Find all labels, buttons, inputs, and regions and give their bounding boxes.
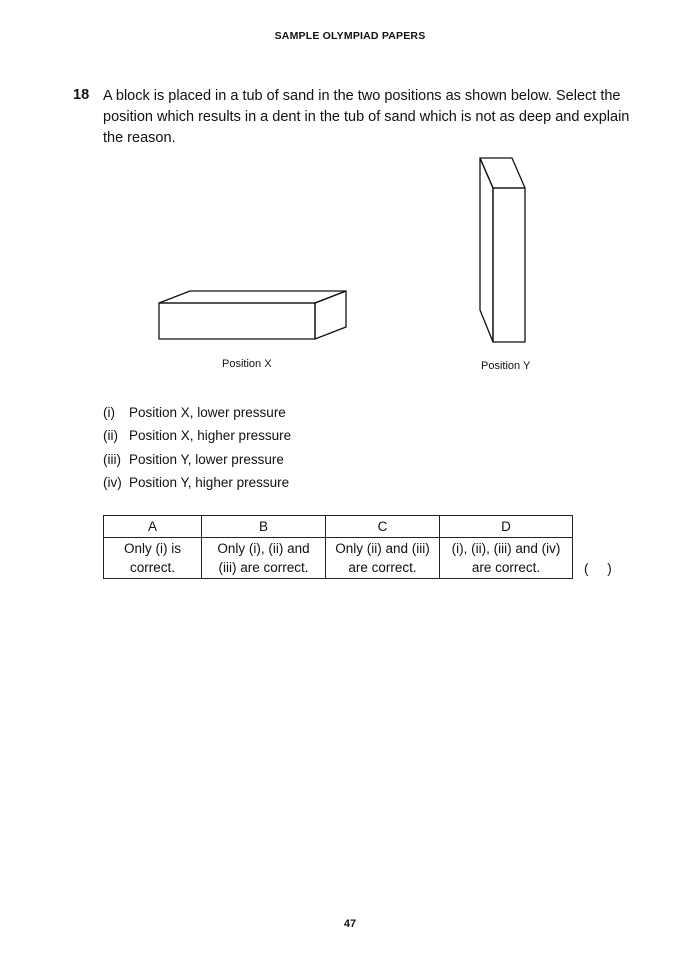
choice-c-line1: Only (ii) and (iii): [335, 541, 430, 556]
page-header: SAMPLE OLYMPIAD PAPERS: [274, 30, 426, 42]
statement-number: (ii): [103, 428, 118, 444]
block-figure: [100, 150, 540, 350]
choice-b-cell: [202, 538, 326, 579]
choice-c-header: C: [326, 516, 440, 538]
choice-b-line2: (iii) are correct.: [218, 560, 309, 575]
statement-number: (i): [103, 405, 115, 420]
choice-d-cell: [440, 538, 573, 579]
question-text: A block is placed in a tub of sand in the two positions as shown below. Select the position which results in a dent in the tub of sand which is not as deep and explain the reason.: [103, 88, 630, 146]
answer-bracket: ( ): [584, 561, 612, 576]
answer-header-row: [104, 516, 573, 538]
choice-c-line2: are correct.: [348, 560, 417, 575]
caption-position-x: Position X: [222, 358, 272, 370]
choice-d-line2: are correct.: [471, 560, 541, 575]
choice-d-header: D: [440, 516, 573, 538]
block-position-x: [159, 291, 346, 339]
choice-a-line2: correct.: [129, 560, 175, 575]
choice-a-header: A: [104, 516, 202, 538]
question-number: 18: [73, 87, 90, 103]
answer-choices-table: [103, 515, 573, 579]
choice-a-line1: Only (i) is: [124, 541, 181, 556]
choice-b-header: B: [202, 516, 326, 538]
choice-b-line1: Only (i), (ii) and: [217, 541, 310, 556]
choice-c-cell: [326, 538, 440, 579]
statement-item: [103, 426, 291, 449]
statement-list: [103, 403, 291, 496]
statement-text: Position X, higher pressure: [129, 428, 292, 444]
page-number: 47: [343, 918, 357, 930]
statement-item: [103, 450, 291, 473]
statement-text: Position X, lower pressure: [129, 405, 286, 420]
answer-body-row: [104, 538, 573, 579]
caption-position-y: Position Y: [481, 360, 531, 372]
statement-item: [103, 473, 291, 496]
statement-number: (iii): [103, 451, 121, 467]
statement-text: Position Y, lower pressure: [129, 451, 284, 467]
statement-text: Position Y, higher pressure: [129, 474, 290, 490]
statement-item: [103, 403, 291, 426]
choice-a-cell: [104, 538, 202, 579]
statement-number: (iv): [103, 474, 122, 490]
choice-d-line1: (i), (ii), (iii) and (iv): [451, 541, 561, 556]
block-position-y: [480, 158, 525, 342]
